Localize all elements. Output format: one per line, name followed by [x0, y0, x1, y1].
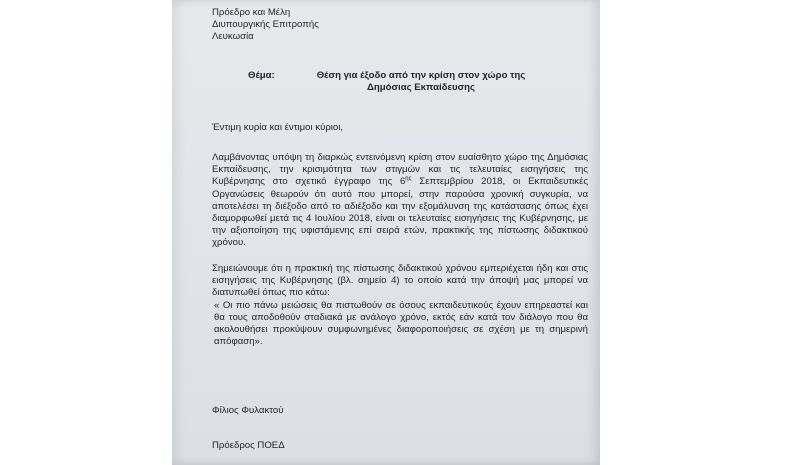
greeting: Έντιμη κυρία και έντιμοι κύριοι,	[212, 122, 344, 133]
recipient-line: Πρόεδρο και Μέλη	[212, 7, 291, 18]
subject-text: Θέση για έξοδο από την κρίση στον χώρο της Δημόσιας Εκπαίδευσης	[316, 70, 526, 94]
recipient-line: Λευκωσία	[212, 31, 254, 43]
paragraph-2-text: Σημειώνουμε ότι η πρακτική της πίστωσης διδακτικού χρόνου εμπεριέχεται ήδη και στις εισηγήσεις της Κυβέρνησης (βλ. σημείο 4) το οποίο κατά την άποψή μας μπορεί να διατυπωθεί όπως πιο κάτω:	[212, 263, 588, 299]
recipient-block	[212, 7, 472, 44]
recipient-line: Διυπουργικής Επιτροπής	[212, 19, 319, 31]
signatory-title: Πρόεδρος ΠΟΕΔ	[212, 440, 285, 451]
paragraph-1	[212, 152, 588, 250]
signatory-name: Φίλιος Φυλακτού	[212, 405, 284, 416]
document-page	[172, 0, 600, 465]
subject-label: Θέμα:	[248, 70, 275, 81]
paragraph-1-text: Λαμβάνοντας υπόψη τη διαρκώς εντεινόμενη κρίση στον ευαίσθητο χώρο της Δημόσιας Εκπαίδευσης, την κρισιμότητα των στιγμών και τις τελευταίες εισηγήσεις της Κυβέρνησης στο σχετικό έγγραφο της 6	[212, 152, 588, 188]
ordinal-superscript: ης	[405, 176, 412, 183]
paragraph-1-text-cont: Σεπτεμβρίου 2018, οι Εκπαιδευτικές Οργανώσεις θεωρούν ότι αυτό που μπορεί, στην παρούσα χρονική συγκυρία, να αποτελέσει τη διέξοδο από το αδιέξοδο και την εξομάλυνση της κατάστασης όπως έχει διαμορφωθεί μετά τις 4 Ιουλίου 2018, είναι οι τελευταίες εισηγήσεις της Κυβέρνησης, με την αξιοποίηση της υφιστάμενης επί σειρά ετών, πρακτικής της πίστωσης διδακτικού χρόνου.	[212, 176, 588, 249]
quoted-proposal: « Οι πιο πάνω μειώσεις θα πιστωθούν σε όσους εκπαιδευτικούς έχουν επηρεαστεί και θα τους αποδοθούν σταδιακά με ανάλογο χρόνο, εκτός εάν κατά τον διάλογο που θα ακολουθήσει προκύψουν συμφωνημένες διαφοροποιήσεις σε σχέση με τη σημερινή απόφαση».	[214, 299, 588, 348]
paragraph-2	[212, 263, 588, 348]
